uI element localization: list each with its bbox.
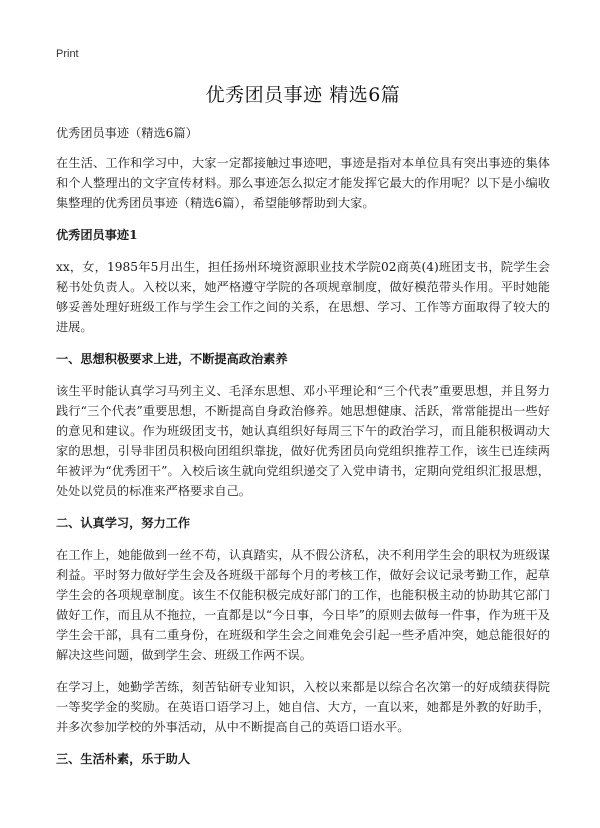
print-link[interactable]: Print — [56, 48, 79, 60]
work-paragraph: 在工作上，她能做到一丝不苟，认真踏实，从不假公济私，决不利用学生会的职权为班级谋利益。平时努力做好学生会及各班级干部每个月的考核工作，做好会议记录考勤工作，起草学生会的各项规章制度。该生不仅能积极完成好部门的工作，也能积极主动的协助其它部门做好工作，而且从不拖拉，一直都是以“今日事，今日毕”的原则去做每一件事，作为班干及学生会干部，具有二重身份，在班级和学生会之间难免会引起一些矛盾冲突，她总能很好的解决这些问题，做到学生会、班级工作两不误。 — [56, 548, 550, 662]
section-title: 优秀团员事迹1 — [56, 228, 138, 242]
subtitle: 优秀团员事迹（精选6篇） — [56, 126, 198, 140]
ideology-paragraph: 该生平时能认真学习马列主义、毛泽东思想、邓小平理论和“三个代表”重要思想，并且努力践行“三个代表”重要思想，不断提高自身政治修养。她思想健康、活跃，常常能提出一些好的意见和建议。作为班级团支书，她认真组织好每周三下午的政治学习，而且能积极调动大家的思想，引导非团员积极向团组织靠拢，做好优秀团员向党组织推荐工作，该生已连续两年被评为“优秀团干”。入校后该生就向党组织递交了入党申请书，定期向党组织汇报思想，处处以党员的标准来严格要求自己。 — [56, 384, 550, 498]
profile-paragraph: xx，女，1985年5月出生，担任扬州环境资源职业技术学院02商英(4)班团支书，院学生会秘书处负责人。入校以来，她严格遵守学院的各项规章制度，做好模范带头作用。平时她能够妥善处理好班级工作与学生会工作之间的关系，在思想、学习、工作等方面取得了较大的进展。 — [56, 260, 550, 334]
intro-paragraph: 在生活、工作和学习中，大家一定都接触过事迹吧，事迹是指对本单位具有突出事迹的集体和个人整理出的文字宣传材料。那么事迹怎么拟定才能发挥它最大的作用呢？以下是小编收集整理的优秀团员事迹（精选6篇），希望能够帮助到大家。 — [56, 156, 550, 210]
heading-study-work: 二、认真学习，努力工作 — [56, 516, 191, 530]
heading-life: 三、生活朴素，乐于助人 — [56, 752, 191, 766]
heading-ideology: 一、思想积极要求上进，不断提高政治素养 — [56, 352, 288, 366]
study-paragraph: 在学习上，她勤学苦练，刻苦钻研专业知识，入校以来都是以综合名次第一的好成绩获得院一等奖学金的奖励。在英语口语学习上，她自信、大方，一直以来，她都是外教的好助手，并多次参加学校的外事活动，从中不断提高自己的英语口语水平。 — [56, 680, 550, 734]
document-page — [56, 80, 550, 781]
page-title: 优秀团员事迹 精选6篇 — [205, 84, 401, 106]
